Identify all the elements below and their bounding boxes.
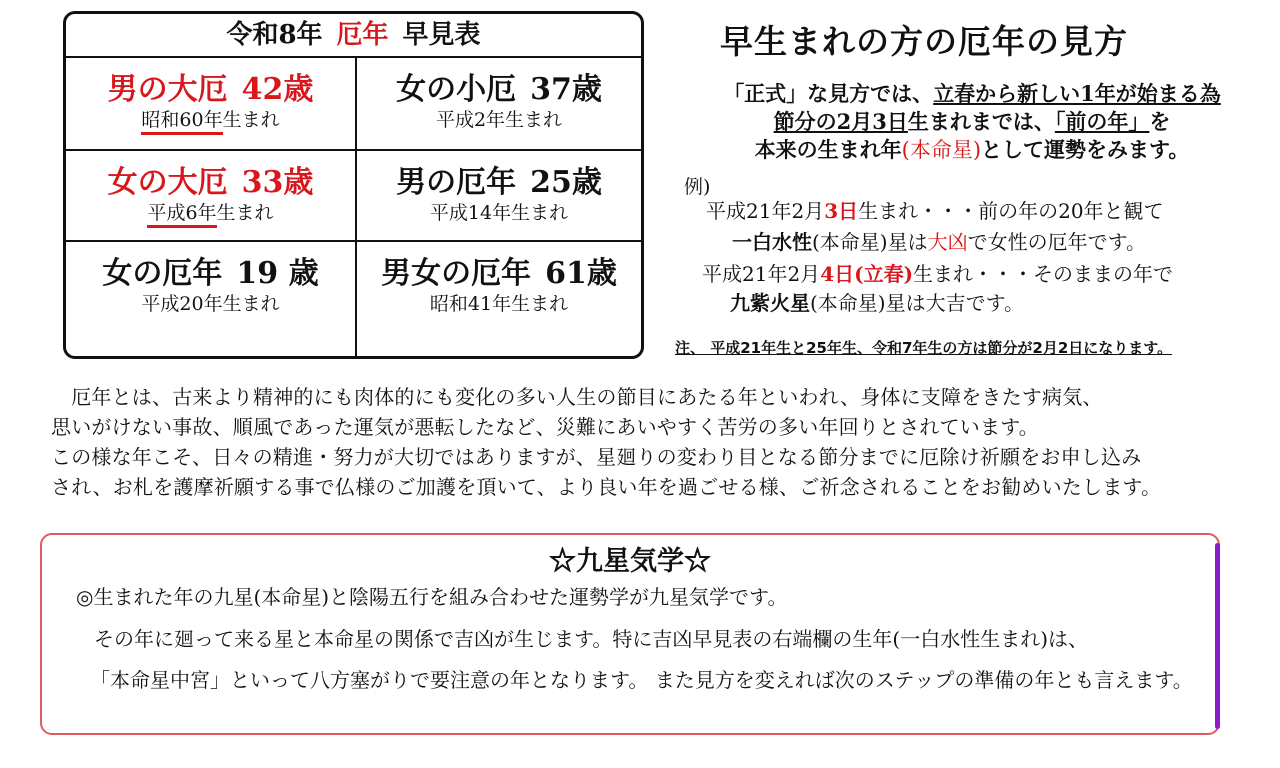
yakudoshi-description bbox=[51, 382, 1241, 502]
kyusei-title: ☆九星気学☆ bbox=[549, 546, 711, 577]
table-cell bbox=[66, 58, 357, 151]
note-text: 注、 平成21年生と25年生、令和7年生の方は節分が2月2日になります。 bbox=[675, 339, 1173, 357]
cell-name: 女の厄年 19 歳 bbox=[102, 256, 319, 291]
kyusei-line-1: ◎生まれた年の九星(本命星)と陰陽五行を組み合わせた運勢学が九星気学です。 bbox=[76, 585, 788, 609]
table-title-suffix: 早見表 bbox=[402, 20, 481, 50]
table-title-year: 令和8年 bbox=[226, 20, 323, 50]
example-line-1: 平成21年2月3日生まれ・・・前の年の20年と観て bbox=[706, 199, 1164, 223]
cell-name: 女の大厄 33歳 bbox=[107, 165, 314, 200]
example-line-2: 一白水性(本命星)星は大凶で女性の厄年です。 bbox=[732, 230, 1147, 254]
cell-birth: 平成2年生まれ bbox=[435, 109, 563, 131]
table-cell bbox=[66, 151, 357, 242]
table-cell bbox=[357, 151, 641, 242]
cell-birth: 平成6年生まれ bbox=[66, 201, 355, 225]
paragraph-line: 厄年とは、古来より精神的にも肉体的にも変化の多い人生の節目にあたる年といわれ、身体に支障をきたす病気、 bbox=[51, 385, 1103, 409]
cell-name: 男女の厄年 61歳 bbox=[381, 256, 617, 291]
kyusei-line-3: 「本命星中宮」といって八方塞がりで要注意の年となります。 また見方を変えれば次のステップの準備の年とも言えます。 bbox=[90, 668, 1193, 692]
table-title-yakudoshi: 厄年 bbox=[336, 20, 389, 50]
example-line-3: 平成21年2月4日(立春)生まれ・・・そのままの年で bbox=[702, 262, 1174, 286]
table-title bbox=[66, 14, 641, 58]
cell-name: 女の小厄 37歳 bbox=[396, 72, 602, 107]
table-cell bbox=[357, 242, 641, 358]
example-label: 例) bbox=[684, 176, 711, 198]
example-line-4: 九紫火星(本命星)星は大吉です。 bbox=[730, 291, 1025, 315]
cell-birth: 昭和60年生まれ bbox=[66, 108, 355, 132]
table-cell bbox=[357, 58, 641, 151]
cell-name: 男の厄年 25歳 bbox=[396, 165, 602, 200]
early-born-title: 早生まれの方の厄年の見方 bbox=[720, 22, 1128, 61]
paragraph-line: この様な年こそ、日々の精進・努力が大切ではありますが、星廻りの変わり目となる節分までに厄除け祈願をお申し込み bbox=[51, 445, 1142, 469]
cell-birth: 昭和41年生まれ bbox=[429, 293, 569, 315]
cell-birth: 平成20年生まれ bbox=[141, 293, 280, 315]
kyusei-line-2: その年に廻って来る星と本命星の関係で吉凶が生じます。特に吉凶早見表の右端欄の生年(一白水性生まれ)は、 bbox=[94, 627, 1089, 651]
yakudoshi-table bbox=[63, 11, 644, 359]
table-cell bbox=[66, 242, 357, 358]
early-born-rule: 「正式」な見方では、立春から新しい1年が始まる為 節分の2月3日生まれまでは、「前の年」を 本来の生まれ年(本命星)として運勢をみます。 bbox=[723, 81, 1221, 162]
cell-name: 男の大厄 42歳 bbox=[107, 72, 314, 107]
paragraph-line: され、お札を護摩祈願する事で仏様のご加護を頂いて、より良い年を過ごせる様、ご祈念されることをお勧めいたします。 bbox=[51, 475, 1162, 499]
cell-birth: 平成14年生まれ bbox=[429, 202, 569, 224]
paragraph-line: 思いがけない事故、順風であった運気が悪転したなど、災難にあいやすく苦労の多い年回りとされています。 bbox=[51, 415, 1039, 439]
kyusei-box bbox=[40, 533, 1220, 735]
